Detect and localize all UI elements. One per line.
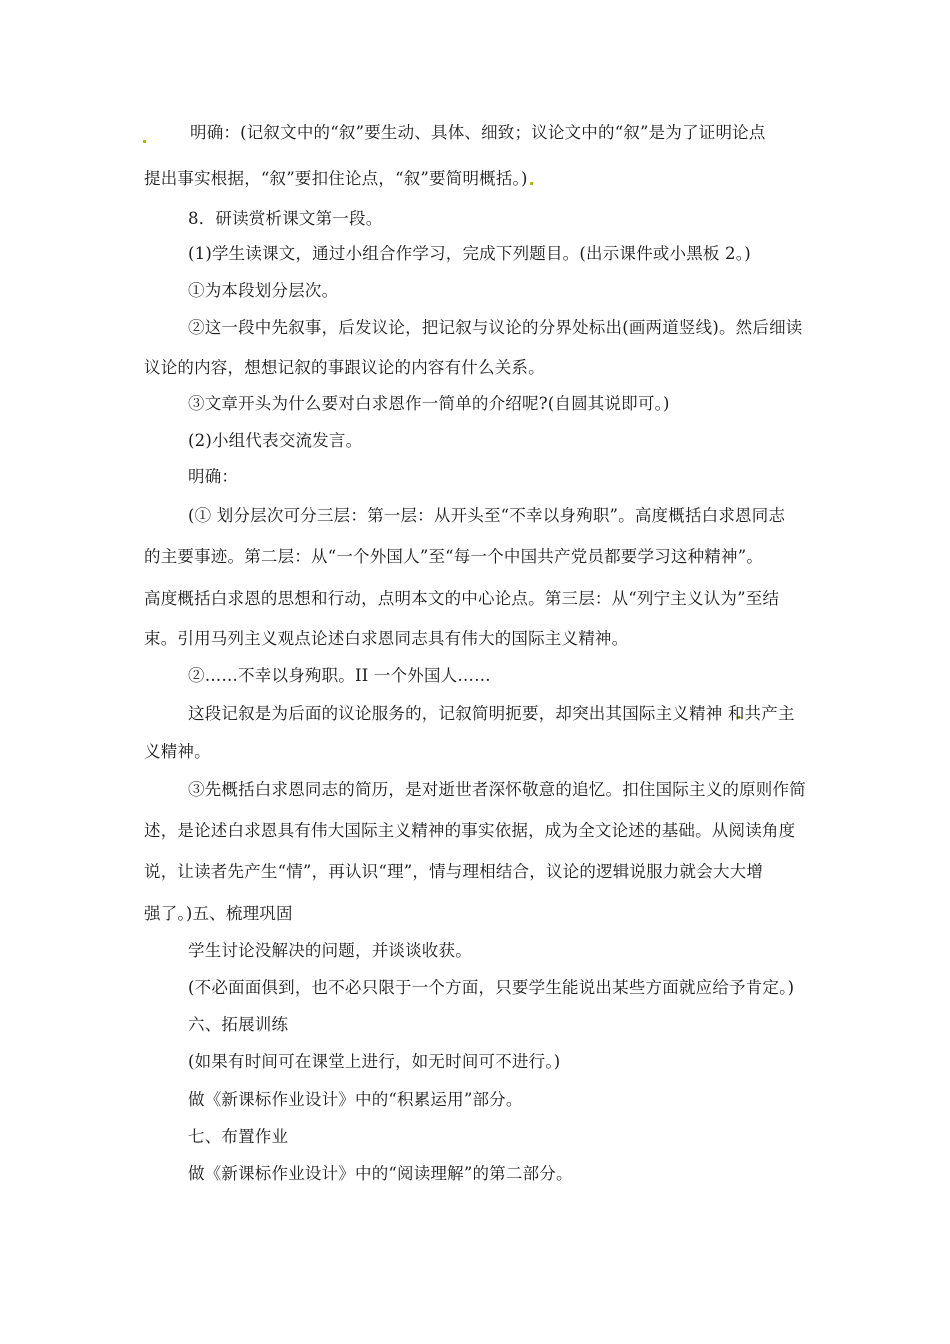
paragraph-line: 七、布置作业	[188, 1127, 289, 1146]
paragraph-line: 的主要事迹。第二层：从“一个外国人”至“每一个中国共产党员都要学习这种精神”。	[144, 547, 764, 566]
paragraph-line: 提出事实根据，“叙”要扣住论点，“叙”要简明概括。)	[144, 169, 528, 188]
paragraph-line: 说，让读者先产生“情”，再认识“理”，情与理相结合，议论的逻辑说服力就会大大增	[144, 862, 764, 881]
paragraph-line: (不必面面俱到，也不必只限于一个方面，只要学生能说出某些方面就应给予肯定。)	[188, 978, 795, 997]
paragraph-line: ②……不幸以身殉职。II 一个外国人……	[188, 666, 491, 685]
paragraph-line: 高度概括白求恩的思想和行动，点明本文的中心论点。第三层：从“列宁主义认为”至结	[144, 589, 780, 608]
paragraph-line: (如果有时间可在课堂上进行，如无时间可不进行。)	[188, 1052, 561, 1071]
margin-mark-dot	[143, 140, 146, 143]
paragraph-line: 明确：(记叙文中的“叙”要生动、具体、细致；议论文中的“叙”是为了证明论点	[190, 123, 766, 142]
paragraph-line: 义精神。	[144, 742, 211, 761]
paragraph-line: ③先概括白求恩同志的简历，是对逝世者深怀敬意的追忆。扣住国际主义的原则作简	[188, 780, 806, 799]
paragraph-line: (2)小组代表交流发言。	[188, 431, 363, 450]
paragraph-line: 六、拓展训练	[188, 1015, 289, 1034]
paragraph-line: ①为本段划分层次。	[188, 281, 339, 300]
paragraph-line: 学生讨论没解决的问题，并谈谈收获。	[188, 941, 472, 960]
paragraph-line: 这段记叙是为后面的议论服务的，记叙简明扼要，却突出其国际主义精神 和共产主	[188, 704, 795, 723]
paragraph-line: 述，是论述白求恩具有伟大国际主义精神的事实依据，成为全文论述的基础。从阅读角度	[144, 821, 796, 840]
paragraph-line: ②这一段中先叙事，后发议论，把记叙与议论的分界处标出(画两道竖线)。然后细读	[188, 318, 803, 337]
paragraph-line: ③文章开头为什么要对白求恩作一简单的介绍呢?(自圆其说即可。)	[188, 394, 670, 413]
paragraph-line: 议论的内容，想想记叙的事跟议论的内容有什么关系。	[144, 358, 545, 377]
paragraph-line: 束。引用马列主义观点论述白求恩同志具有伟大的国际主义精神。	[144, 629, 629, 648]
paragraph-line: 做《新课标作业设计》中的“积累运用”部分。	[188, 1090, 523, 1109]
paragraph-line: (1)学生读课文，通过小组合作学习，完成下列题目。(出示课件或小黑板 2。)	[188, 244, 751, 263]
paragraph-line: 强了。)五、梳理巩固	[144, 904, 293, 923]
paragraph-line: 明确：	[188, 467, 239, 486]
paragraph-line: 做《新课标作业设计》中的“阅读理解”的第二部分。	[188, 1164, 573, 1183]
paragraph-line: (① 划分层次可分三层：第一层：从开头至“不幸以身殉职”。高度概括白求恩同志	[188, 506, 786, 525]
paragraph-line: 8．研读赏析课文第一段。	[188, 209, 383, 228]
margin-mark-dot	[530, 182, 533, 185]
